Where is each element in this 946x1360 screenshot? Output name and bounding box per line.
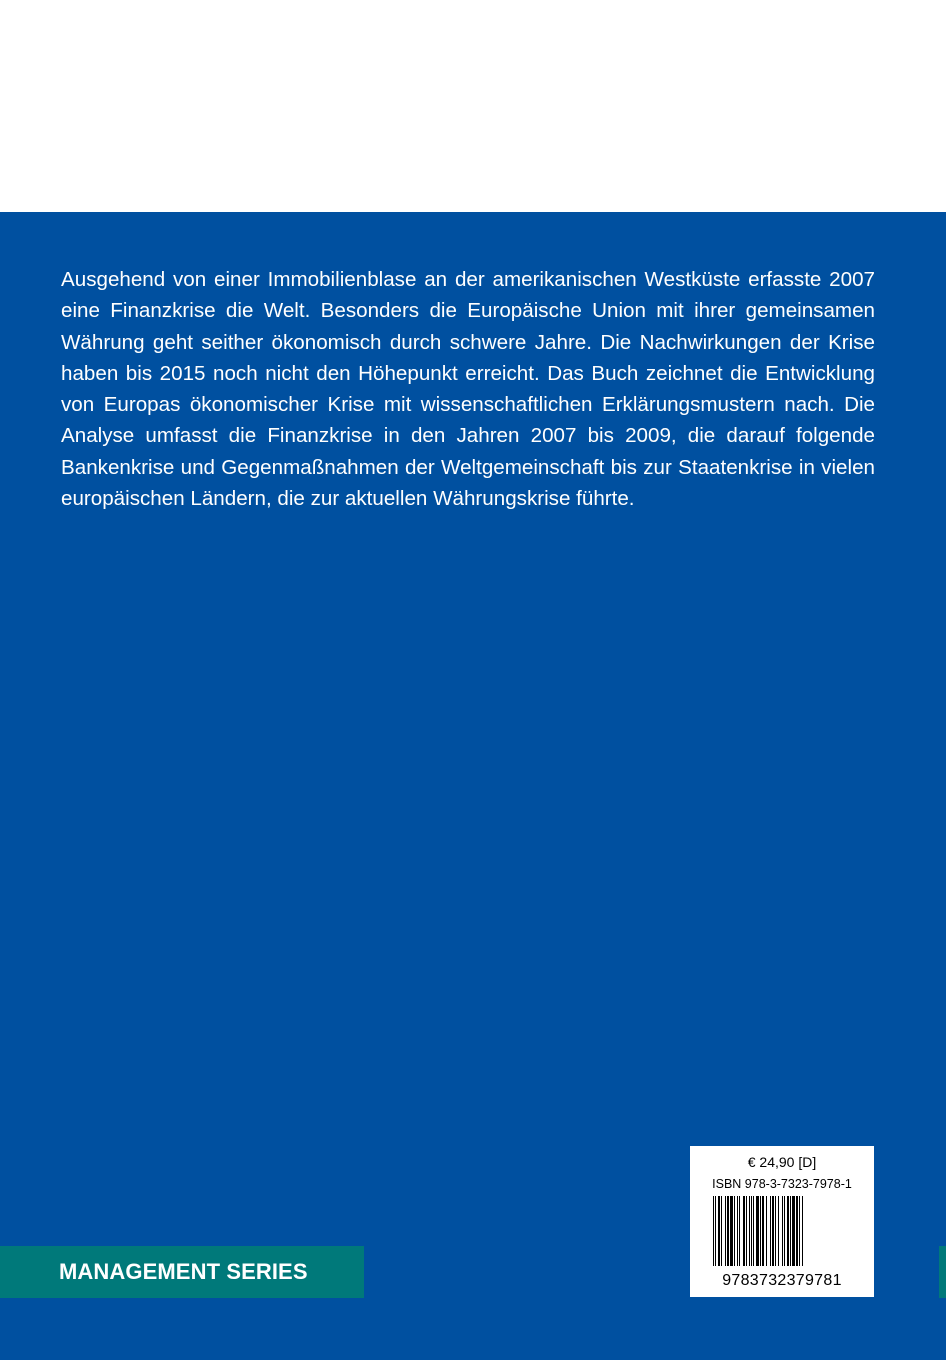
- barcode-icon: [712, 1196, 852, 1266]
- series-label: MANAGEMENT SERIES: [59, 1259, 308, 1284]
- book-description: Ausgehend von einer Immobilienblase an der amerikanischen Westküste erfasste 2007 eine Finanzkrise die Welt. Besonders die Europäische Union mit ihrer gemeinsamen Währung geht seither ökonomisch durch schwere Jahre. Die Nachwirkungen der Krise haben bis 2015 noch nicht den Höhepunkt erreicht. Das Buch zeichnet die Entwicklung von Europas ökonomischer Krise mit wissenschaftlichen Erklärungsmustern nach. Die Analyse umfasst die Finanzkrise in den Jahren 2007 bis 2009, die darauf folgende Bankenkrise und Gegenmaßnahmen der Weltgemeinschaft bis zur Staatenkrise in vielen europäischen Ländern, die zur aktuellen Währungskrise führte.: [61, 268, 875, 511]
- isbn-label: ISBN 978-3-7323-7978-1: [712, 1177, 852, 1191]
- barcode-digits: 9783732379781: [722, 1272, 842, 1289]
- top-white-area: [0, 0, 946, 212]
- barcode-box: [690, 1146, 874, 1297]
- price-label: € 24,90 [D]: [747, 1154, 817, 1170]
- edge-tab: [939, 1246, 946, 1298]
